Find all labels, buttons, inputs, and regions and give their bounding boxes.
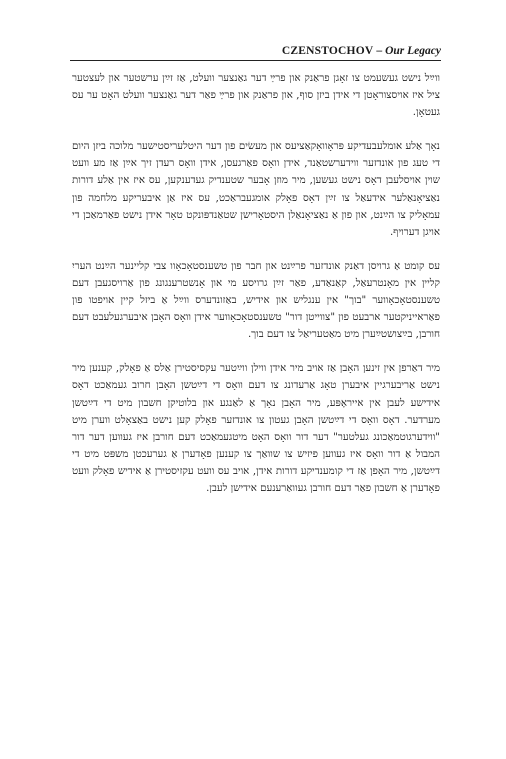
paragraph-2: נאָך אַלע אומלעבעדיקע פּראָוואָקאַציעס און מעשׂים פון דער היטלעריסטישער מלוכה ביזן היום די טעג פון אונדזער ווידערשטאַנד, אידן וואָס פאַרגעסן, אידן וואָס רעדן זיך אײַן אַז מע וועט שוין אויסלעבן דאָס נישט געשען, מיר מוזן אָבער שטענדיק געדענקען, עס איז אין אַלע דורות נאַציאָנאַלער אידעאַל צו זײַן דאָס פאָלק אומגעבראַכט, עס איז אַן איבעריקע מלחמה פון עמאָליק צו הײַנט, און פון אַ נאַציאָנאַלן היסטאָרישן שטאַנדפּונקט טאָר אידן נישט פאַרמאַכן די אויגן דערויף. xyxy=(72,141,440,238)
header-rule xyxy=(70,60,441,61)
header-separator: – xyxy=(376,45,383,57)
running-header xyxy=(70,44,441,58)
yiddish-body-text xyxy=(72,70,440,497)
book-title: CZENSTOCHOV xyxy=(281,45,374,57)
paragraph-4: מיר דאַרפן אין זינען האָבן אַז אויב מיר אידן ווילן ווײַטער עקסיסטירן אַלס אַ פאָלק, קענען מיר נישט אַריבערגיין איבערן טאָג אַרעדונג צו דעם וואָס די דײַטשן האָבן חרוב געמאַכט דאָס אידישע לעבן אין אייראָפּע, מיר האָבן נאָך אַ לאַנגע און בלוטיקן חשבון מיט די דײַטשן מערדער. דאָס וואָס די דײַטשן האָבן געטון צו אונדזער פאָלק קען נישט באַצאָלט ווערן מיט "ווידערגוטמאַכונג געלטער" דער דור וואָס האָט מיטגעמאַכט דעם חורבן איז געווען דער דור המבול אַ דור וואָס איז געווען פיזיש צו שוואַך צו קענען פאָדערן אַ גערעכטן משפּט מיט די דײַטשן, מיר האָפן אַז די קומענדיקע דורות אידן, אויב עס וועט עקזיסטירן אַ אידיש פאָלק וועט פאָדערן אַ חשבון פאַר דעם חורבן געוואַרענעם אידישן לעבן. xyxy=(72,363,440,494)
paragraph-1: ווײַל נישט געשעמט צו זאָגן פראַנק און פרײַ דער גאַנצער וועלט, אַז זײַן ערשטער און לעצטער ציל איז אויסצוראָטן די אידן ביזן סוף, און פראַנק און פרײַ פאַר דער גאַנצער וועלט האָט ער עס געטאָן. xyxy=(72,73,440,119)
paragraph-3: עס קומט אַ גרויסן דאַנק אונדזער פרײַנט און חבר פון טשענסטאָכאָוו צבי קליינער הײַנט העריִ קליין אין מאָנטרעאַל, קאַנאַדע, פאַר זײַן גרויסע מי און אָנשטרענגונג פון אַרויסגעבן דעם טשענסטאָכאָווער "בוך" אין ענגליש און אידיש, באַזונדערס ווײַל אַ ביזל קיין אויפטו פון פאַראייניקטער ארבעט פון "צווייטן דור" טשענסטאָכאָווער אידן וואָס האָבן איבערגעלעבט דעם חורבן, בײַצושטײַערן מיט מאַטעריאַל צו דעם בוך. xyxy=(72,260,440,341)
book-subtitle: Our Legacy xyxy=(385,45,441,57)
